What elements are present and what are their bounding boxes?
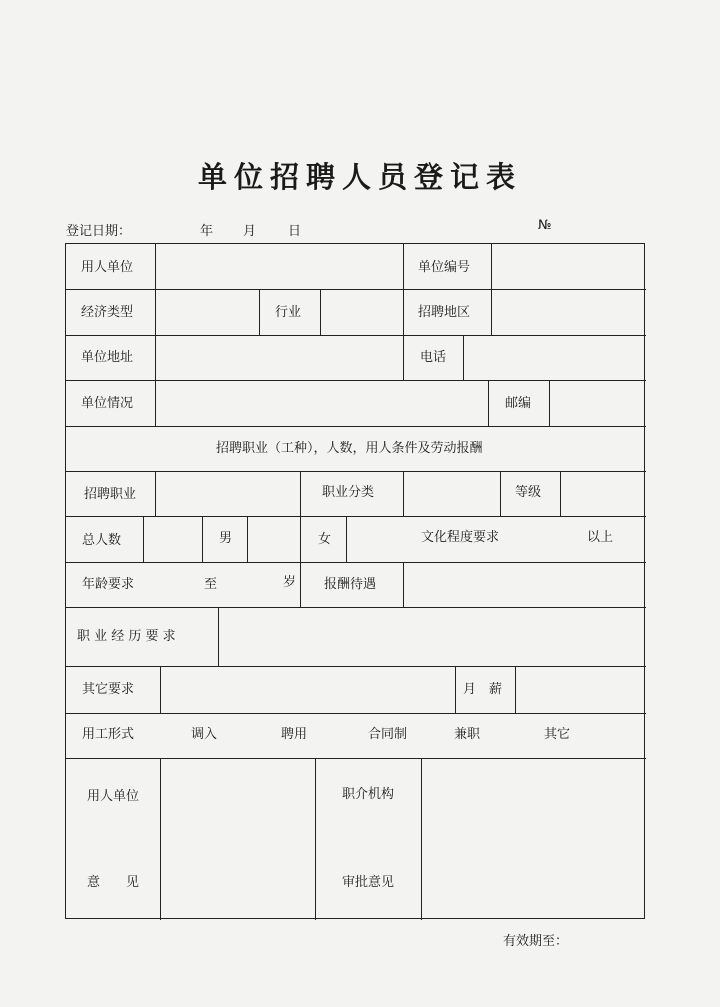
economic-type-label: 经济类型 xyxy=(81,305,134,320)
employer-opinion-label-2: 意 见 xyxy=(87,875,140,890)
age-req-label: 年龄要求 xyxy=(82,577,135,592)
female-label: 女 xyxy=(318,532,332,547)
recruit-region-label: 招聘地区 xyxy=(418,305,471,320)
other-req-label: 其它要求 xyxy=(82,682,135,697)
to-label: 至 xyxy=(204,577,218,592)
monthly-salary-label: 月 薪 xyxy=(463,682,503,697)
postcode-label: 邮编 xyxy=(505,396,532,411)
education-label: 文化程度要求 xyxy=(421,530,500,545)
month-label: 月 xyxy=(243,224,257,239)
approval-label: 审批意见 xyxy=(342,875,395,890)
date-label: 登记日期： xyxy=(66,224,132,239)
employment-form-label: 用工形式 xyxy=(82,727,135,742)
age-unit-label: 岁 xyxy=(283,575,297,590)
employer-opinion-label: 用人单位 xyxy=(87,789,140,804)
grade-label: 等级 xyxy=(515,485,542,500)
unit-address-label: 单位地址 xyxy=(81,350,134,365)
contract-option: 合同制 xyxy=(368,727,408,742)
registration-table xyxy=(65,243,645,919)
experience-req-label: 职 业 经 历 要 求 xyxy=(77,629,176,644)
day-label: 日 xyxy=(288,224,302,239)
section-title: 招聘职业（工种），人数，用人条件及劳动报酬 xyxy=(216,441,483,456)
employer-label: 用人单位 xyxy=(81,260,134,275)
industry-label: 行业 xyxy=(275,305,302,320)
recruit-job-label: 招聘职业 xyxy=(84,487,137,502)
year-label: 年 xyxy=(200,224,214,239)
unit-situation-label: 单位情况 xyxy=(81,396,134,411)
hire-option: 聘用 xyxy=(281,727,308,742)
above-label: 以上 xyxy=(587,530,614,545)
phone-label: 电话 xyxy=(420,350,447,365)
form-title: 单位招聘人员登记表 xyxy=(197,160,522,194)
part-time-option: 兼职 xyxy=(454,727,481,742)
agency-label: 职介机构 xyxy=(342,787,395,802)
unit-code-label: 单位编号 xyxy=(418,260,471,275)
total-count-label: 总人数 xyxy=(82,533,122,548)
male-label: 男 xyxy=(219,531,233,546)
transfer-option: 调入 xyxy=(191,727,218,742)
serial-number-label: № xyxy=(538,218,552,233)
other-option: 其它 xyxy=(544,727,571,742)
salary-benefits-label: 报酬待遇 xyxy=(324,577,377,592)
job-category-label: 职业分类 xyxy=(322,485,375,500)
valid-until-label: 有效期至： xyxy=(503,934,569,949)
